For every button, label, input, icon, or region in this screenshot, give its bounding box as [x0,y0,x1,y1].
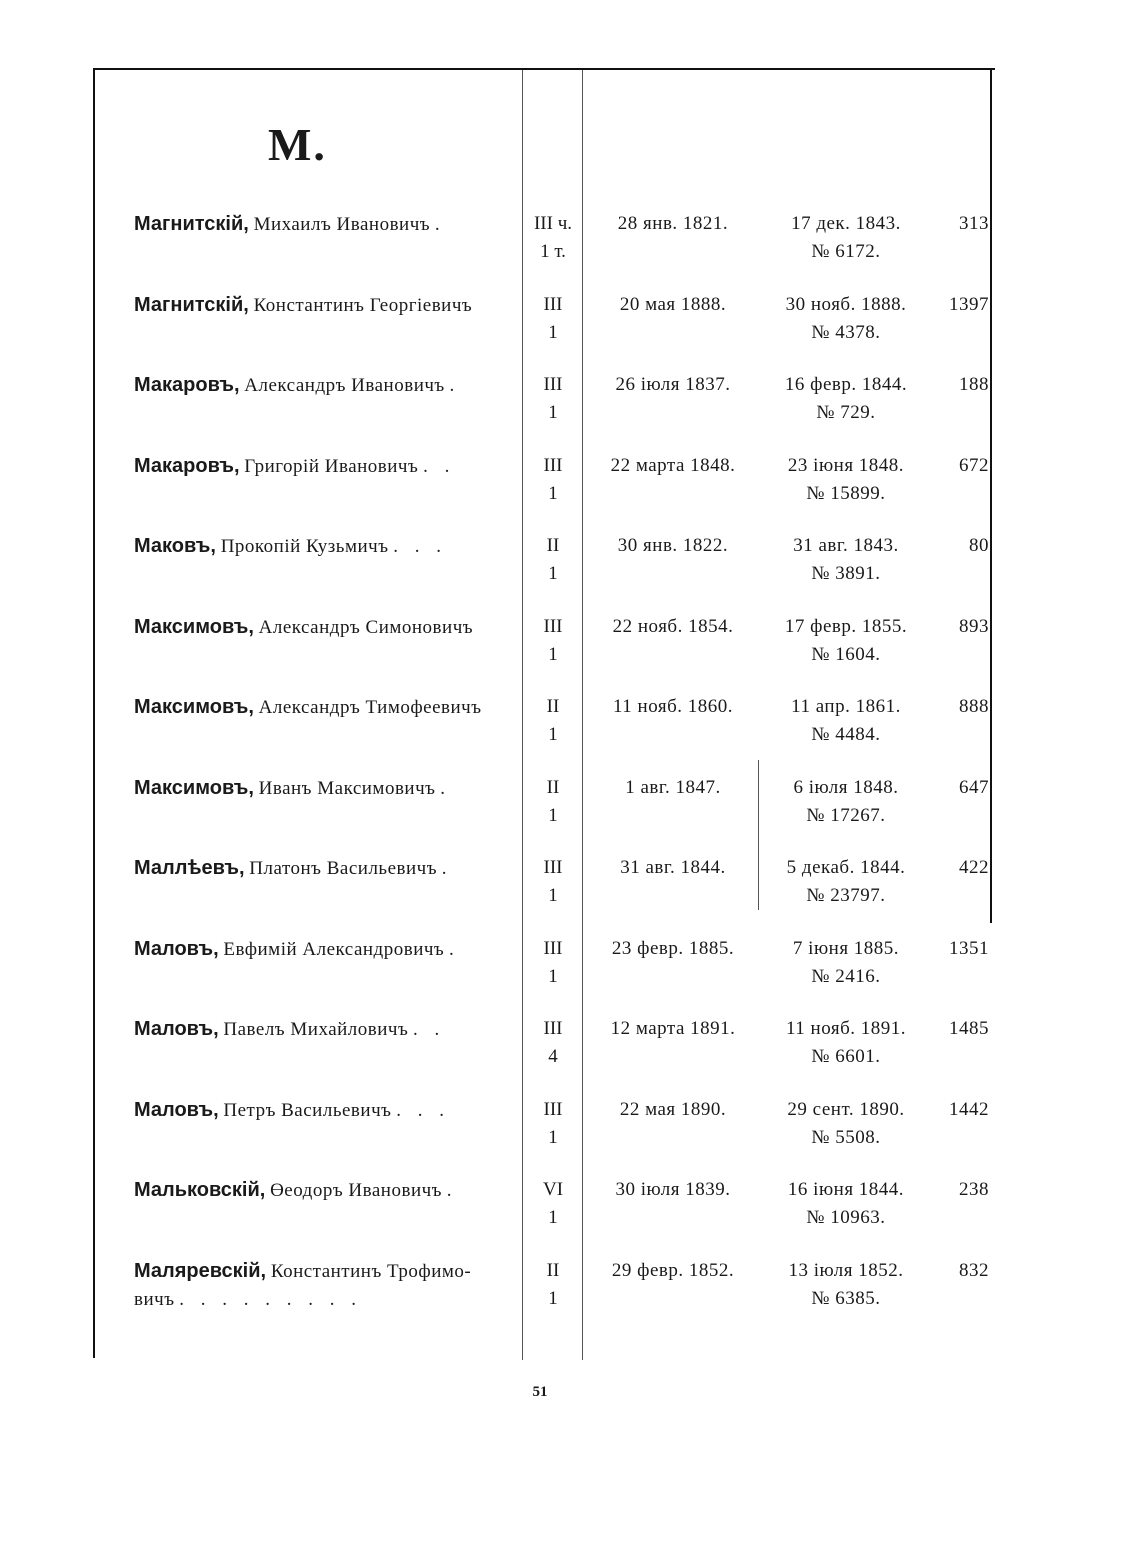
entry-document-number: № 4484. [811,724,881,745]
entry-class-bottom: 1 т. [540,241,566,262]
entry-document-number: № 15899. [806,482,886,504]
entry-number: 647 [959,776,989,798]
entry-date-end-value: 17 февр. 1855. [784,615,908,637]
entry-given-names: Александръ Симоновичъ [258,616,474,638]
entry-surname: Маловъ, [134,937,219,960]
entry-given-names: Константинъ Трофимо- [270,1260,472,1282]
entry-leader-dots: . [449,375,461,396]
entry-date-end [760,774,932,830]
entry-surname: Маловъ, [134,1098,219,1121]
entry-number: 422 [959,857,989,878]
entry-date-start: 23 февр. 1885. [611,937,735,959]
entry-class [520,371,586,427]
entry-leader-dots: . . [423,455,456,477]
entry-given-names: Михаилъ Ивановичъ [253,214,431,235]
entry-surname: Маляревскій, [134,1259,267,1282]
entry-date-start: 31 авг. 1844. [620,857,726,878]
entry-class-bottom: 1 [548,1126,558,1148]
entry-document-number: № 6601. [811,1046,881,1067]
entry-date-end-value: 7 іюня 1885. [792,937,900,959]
entry-given-names: Өеодоръ Ивановичъ [270,1180,442,1201]
entry-class-top: III [543,1018,563,1039]
entry-date-end-value: 11 апр. 1861. [791,696,901,717]
entry-leader-dots: . [441,858,453,879]
entry-class-bottom: 1 [548,563,558,584]
entry-number: 80 [969,535,989,556]
entry-name [134,1096,514,1125]
entry-date-end-value: 11 нояб. 1891. [785,1018,906,1039]
entry-date-end-value: 17 дек. 1843. [791,213,901,234]
entry-class-bottom: 1 [548,402,558,423]
entry-class-top: III ч. [533,213,573,234]
entry-leader-dots: . [440,777,451,799]
entry-date-start: 28 янв. 1821. [617,213,729,234]
entry-row [0,532,1140,602]
section-letter: M. [268,119,327,170]
entry-class [520,774,586,830]
entry-name [134,371,514,400]
entry-date-start: 30 янв. 1822. [617,535,729,556]
entry-date-end-value: 30 нояб. 1888. [785,293,907,315]
entry-row [0,1015,1140,1085]
entry-surname: Максимовъ, [134,696,254,718]
entry-given-names: Петръ Васильевичъ [223,1099,392,1121]
entry-class-top: II [546,535,560,556]
entry-date-end-value: 29 сент. 1890. [787,1098,905,1120]
entry-date-end-value: 16 февр. 1844. [784,374,908,395]
entry-given-names: Павелъ Михайловичъ [223,1019,409,1040]
entry-date-end-value: 16 іюня 1844. [787,1179,905,1200]
entry-date-end-value: 6 іюля 1848. [793,776,899,798]
entry-row [0,1257,1140,1327]
entry-class [520,935,586,991]
entry-class-bottom: 1 [548,1287,558,1309]
entry-row [0,371,1140,441]
entry-row [0,1176,1140,1246]
entry-class [520,613,586,669]
entry-class-bottom: 1 [548,1207,558,1228]
entry-date-end [760,613,932,669]
entry-number: 313 [959,213,989,234]
entry-class-top: III [543,857,563,878]
entry-number: 1351 [949,937,989,959]
entry-given-names: Евфимій Александровичъ [223,938,445,960]
entry-date-end [760,452,932,508]
entry-leader-dots: . [434,214,446,235]
entry-document-number: № 2416. [811,965,881,987]
entry-date-start: 1 авг. 1847. [625,776,721,798]
entry-row [0,693,1140,763]
entry-class-top: II [546,776,560,798]
entry-date-end-value: 31 авг. 1843. [793,535,899,556]
entry-date-end [760,371,932,427]
entry-given-names-continued: вичъ [134,1288,175,1310]
entry-date-end [760,291,932,347]
entry-class [520,1096,586,1152]
entry-number: 888 [959,696,989,717]
entry-date-start: 22 мая 1890. [619,1098,727,1120]
entry-class-bottom: 4 [548,1046,558,1067]
page-number: 51 [532,1384,548,1400]
entry-document-number: № 729. [816,402,876,423]
entry-date-end [760,1176,932,1232]
entry-name [134,1015,514,1044]
entry-class-bottom: 1 [548,482,558,504]
entry-document-number: № 3891. [811,563,881,584]
entry-class-top: III [543,374,563,395]
entry-leader-dots: . . . . . . . . . [179,1288,363,1310]
entry-class [520,693,586,749]
entry-name [134,1176,514,1205]
entry-leader-dots: . . [413,1019,446,1040]
entry-date-end [760,1257,932,1313]
entry-surname: Маллѣевъ, [134,857,245,879]
entry-date-end [760,532,932,588]
entry-surname: Максимовъ, [134,615,254,638]
entry-leader-dots: . . . [393,536,448,557]
entry-number: 672 [959,454,989,476]
entry-date-start: 29 февр. 1852. [611,1259,735,1281]
entry-class-top: III [543,293,563,315]
entry-name [134,291,514,320]
entry-date-end [760,935,932,991]
entry-surname: Макаровъ, [134,454,240,477]
entry-row [0,210,1140,280]
entry-class [520,452,586,508]
entry-class-top: III [543,615,563,637]
entry-number: 832 [959,1259,989,1281]
entry-row [0,774,1140,844]
entry-name [134,613,514,642]
entry-class [520,291,586,347]
entry-date-end [760,854,932,910]
frame-top-rule [95,68,995,70]
entry-name [134,854,514,883]
entry-given-names: Константинъ Георгіевичъ [253,294,473,316]
entry-date-end-value: 13 іюля 1852. [788,1259,904,1281]
entry-date-end-value: 23 іюня 1848. [787,454,905,476]
entry-class [520,1257,586,1313]
entry-given-names: Прокопій Кузьмичъ [220,536,389,557]
entry-document-number: № 23797. [806,885,886,906]
entry-row [0,613,1140,683]
entry-date-start: 26 іюля 1837. [615,374,731,395]
entry-leader-dots: . [449,938,460,960]
entry-name [134,693,514,722]
entry-row [0,854,1140,924]
entry-name [134,1257,514,1314]
entry-given-names: Александръ Тимофеевичъ [258,697,482,718]
entry-document-number: № 10963. [806,1207,886,1228]
entry-leader-dots: . [446,1180,458,1201]
entry-number: 1442 [949,1098,989,1120]
entry-name [134,532,514,561]
entry-date-start: 30 іюля 1839. [615,1179,731,1200]
entry-date-end [760,1015,932,1071]
entry-class [520,532,586,588]
entry-class-top: II [546,1259,560,1281]
entry-number: 238 [959,1179,989,1200]
entry-given-names: Платонъ Васильевичъ [249,858,438,879]
entry-class-bottom: 1 [548,885,558,906]
entry-class-bottom: 1 [548,724,558,745]
entry-date-start: 11 нояб. 1860. [612,696,733,717]
entry-leader-dots: . . . [396,1099,450,1121]
entry-class-bottom: 1 [548,804,558,826]
entry-number: 1485 [949,1018,989,1039]
entry-surname: Магнитскій, [134,293,249,316]
entry-number: 188 [959,374,989,395]
entry-given-names: Александръ Ивановичъ [244,375,445,396]
entry-row [0,1096,1140,1166]
entry-date-start: 12 марта 1891. [610,1018,736,1039]
entry-class-top: III [543,454,563,476]
entry-row [0,452,1140,522]
entry-document-number: № 4378. [811,321,881,343]
entry-surname: Маловъ, [134,1018,219,1040]
entry-row [0,935,1140,1005]
entry-class [520,210,586,266]
entry-document-number: № 17267. [806,804,886,826]
entry-surname: Макаровъ, [134,374,240,396]
entry-class [520,854,586,910]
entry-class-top: II [546,696,560,717]
entry-surname: Мальковскій, [134,1179,266,1201]
entry-date-end [760,210,932,266]
entry-class-top: VI [542,1179,564,1200]
entry-document-number: № 1604. [811,643,881,665]
entry-date-start: 22 нояб. 1854. [612,615,734,637]
entry-date-end [760,693,932,749]
entry-class [520,1176,586,1232]
entry-name [134,210,514,239]
entry-document-number: № 5508. [811,1126,881,1148]
entry-name [134,774,514,803]
entry-class-top: III [543,937,563,959]
entry-class-bottom: 1 [548,321,558,343]
entry-name [134,935,514,964]
entry-class [520,1015,586,1071]
entry-surname: Маковъ, [134,535,216,557]
entry-document-number: № 6172. [811,241,881,262]
entry-number: 1397 [949,293,989,315]
entry-date-end [760,1096,932,1152]
entry-given-names: Григорій Ивановичъ [244,455,419,477]
entry-date-start: 22 марта 1848. [610,454,736,476]
entry-date-start: 20 мая 1888. [619,293,727,315]
entry-class-top: III [543,1098,563,1120]
entry-given-names: Иванъ Максимовичъ [258,777,436,799]
entry-number: 893 [959,615,989,637]
entry-name [134,452,514,481]
entry-surname: Максимовъ, [134,776,254,799]
entry-date-end-value: 5 декаб. 1844. [786,857,906,878]
entry-document-number: № 6385. [811,1287,881,1309]
entry-surname: Магнитскій, [134,213,249,235]
entry-class-bottom: 1 [548,643,558,665]
entry-class-bottom: 1 [548,965,558,987]
entry-row [0,291,1140,361]
